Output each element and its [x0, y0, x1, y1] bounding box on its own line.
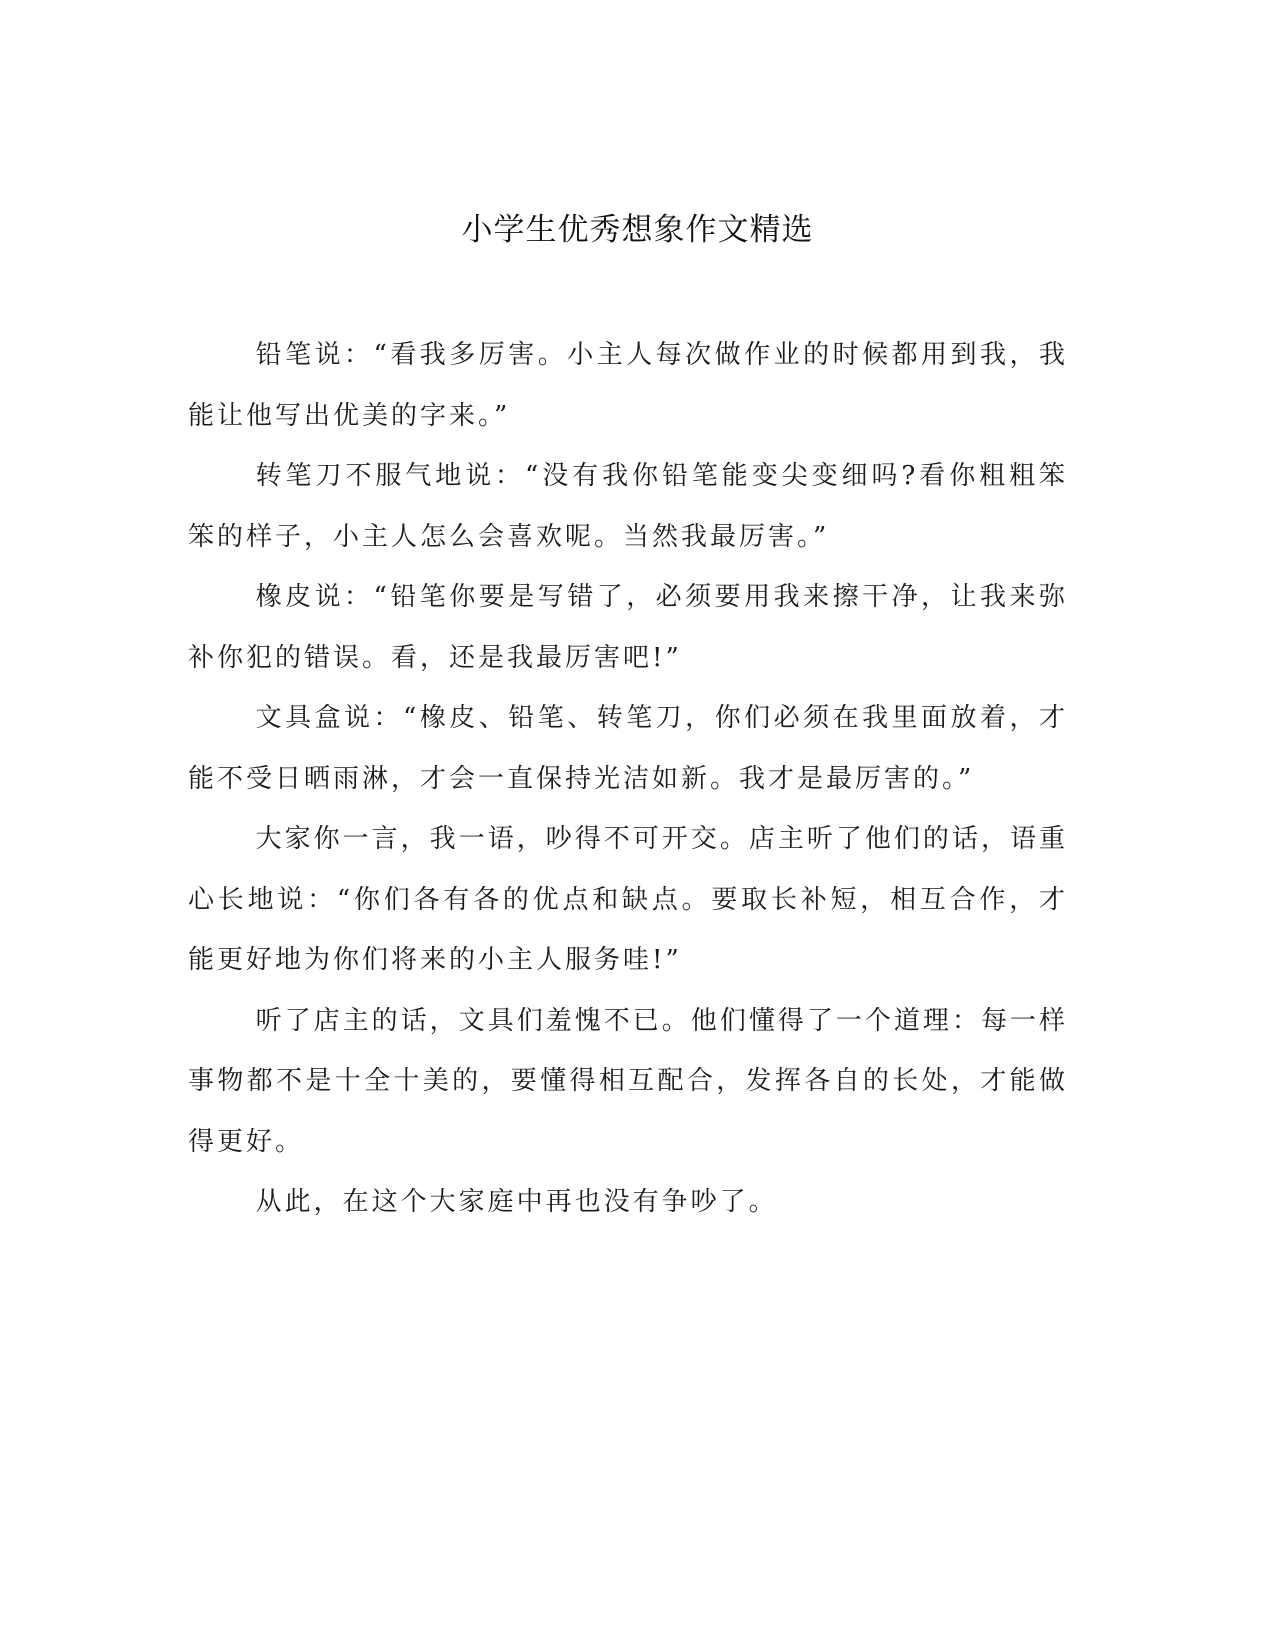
paragraph-lesson: 听了店主的话，文具们羞愧不已。他们懂得了一个道理：每一样事物都不是十全十美的，要懂得相互配合，发挥各自的长处，才能做得更好。 — [188, 1005, 1068, 1157]
paragraph-sharpener: 转笔刀不服气地说：“没有我你铅笔能变尖变细吗?看你粗粗笨笨的样子，小主人怎么会喜欢呢。当然我最厉害。” — [188, 461, 1068, 552]
paragraph-pencil: 铅笔说：“看我多厉害。小主人每次做作业的时候都用到我，我能让他写出优美的字来。” — [188, 340, 1068, 431]
paragraph-shopkeeper: 大家你一言，我一语，吵得不可开交。店主听了他们的话，语重心长地说：“你们各有各的优点和缺点。要取长补短，相互合作，才能更好地为你们将来的小主人服务哇!” — [188, 824, 1068, 975]
document-body — [188, 325, 1068, 1233]
paragraph-pencil-case: 文具盒说：“橡皮、铅笔、转笔刀，你们必须在我里面放着，才能不受日晒雨淋，才会一直保持光洁如新。我才是最厉害的。” — [188, 703, 1068, 794]
paragraph-eraser: 橡皮说：“铅笔你要是写错了，必须要用我来擦干净，让我来弥补你犯的错误。看，还是我最厉害吧!” — [188, 582, 1068, 673]
document-title: 小学生优秀想象作文精选 — [461, 212, 814, 248]
paragraph-ending: 从此，在这个大家庭中再也没有争吵了。 — [255, 1187, 778, 1217]
